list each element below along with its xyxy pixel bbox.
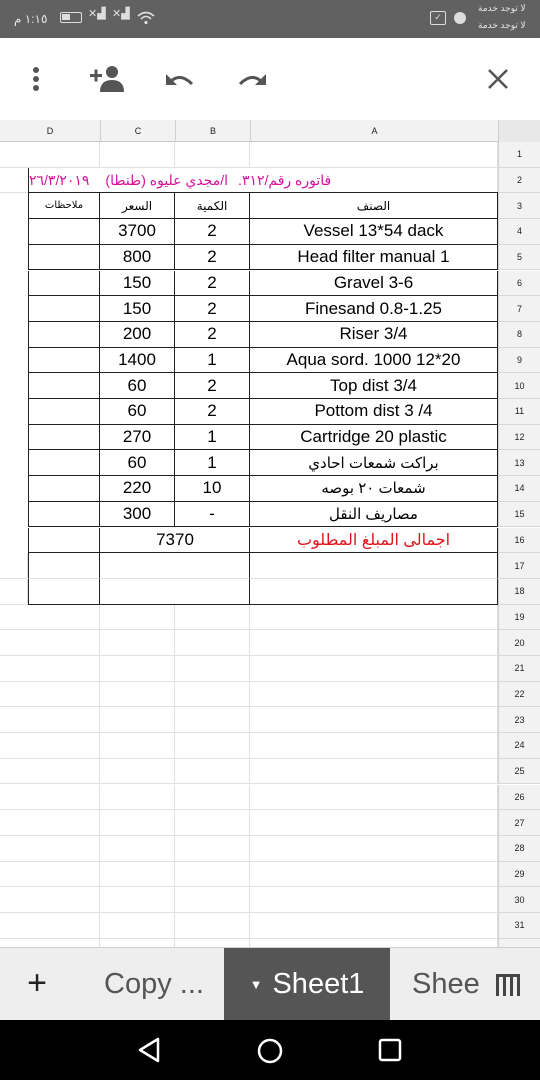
row-header[interactable]: 1: [498, 142, 540, 168]
cell[interactable]: [0, 682, 100, 708]
price-cell[interactable]: 60: [100, 373, 175, 399]
cell[interactable]: [100, 887, 175, 913]
close-button[interactable]: [474, 38, 522, 120]
sheet-row: [0, 425, 540, 451]
cell[interactable]: [100, 553, 175, 579]
sheet-list-icon: [496, 974, 520, 996]
price-cell[interactable]: 150: [100, 296, 175, 322]
price-cell[interactable]: 1400: [100, 348, 175, 374]
item-cell[interactable]: Pottom dist 3 /4: [250, 399, 498, 425]
cell[interactable]: [175, 887, 250, 913]
cell[interactable]: [250, 759, 498, 785]
cell[interactable]: [0, 733, 100, 759]
row-header[interactable]: 7: [498, 296, 540, 322]
header-qty[interactable]: الكمية: [175, 193, 250, 219]
sheet-row: [0, 373, 540, 399]
sheet-row: [0, 271, 540, 297]
cell[interactable]: [0, 707, 100, 733]
price-cell[interactable]: 3700: [100, 219, 175, 245]
battery-icon: [60, 12, 82, 23]
cell[interactable]: [28, 245, 100, 271]
more-button[interactable]: [12, 38, 60, 120]
share-button[interactable]: [84, 38, 132, 120]
row-header[interactable]: 11: [498, 399, 540, 425]
carrier-label-1: لا توجد خدمة: [478, 3, 526, 13]
invoice-title[interactable]: [28, 168, 498, 194]
back-icon[interactable]: [136, 1036, 162, 1064]
cell[interactable]: [100, 656, 175, 682]
item-cell[interactable]: Aqua sord. 1000 12*20: [250, 348, 498, 374]
cell[interactable]: [250, 785, 498, 811]
cell[interactable]: [250, 656, 498, 682]
sheet-row: [0, 142, 540, 168]
sheet-row: [0, 810, 540, 836]
cell[interactable]: [175, 862, 250, 888]
sheet-row: [0, 605, 540, 631]
wifi-icon: [136, 10, 156, 26]
row-header[interactable]: 4: [498, 219, 540, 245]
cell[interactable]: [250, 810, 498, 836]
cell[interactable]: [0, 605, 100, 631]
row-header[interactable]: 12: [498, 425, 540, 451]
total-value[interactable]: 7370: [156, 530, 194, 550]
redo-icon: [236, 68, 268, 90]
cell[interactable]: [100, 836, 175, 862]
close-icon: [487, 68, 509, 90]
row-header[interactable]: 27: [498, 810, 540, 836]
corner-cell[interactable]: [498, 120, 540, 142]
sheet-row: [0, 630, 540, 656]
qty-cell[interactable]: 10: [175, 476, 250, 502]
item-cell[interactable]: Finesand 0.8-1.25: [250, 296, 498, 322]
cell[interactable]: [100, 682, 175, 708]
sheet-row: [0, 322, 540, 348]
cell[interactable]: [28, 348, 100, 374]
person-icon: [454, 12, 466, 24]
sheet-row: [0, 785, 540, 811]
row-header[interactable]: 6: [498, 271, 540, 297]
cell[interactable]: [28, 399, 100, 425]
cell[interactable]: [28, 450, 100, 476]
cell[interactable]: [28, 579, 100, 605]
cell[interactable]: [175, 759, 250, 785]
cell[interactable]: [250, 836, 498, 862]
qty-cell[interactable]: 2: [175, 296, 250, 322]
row-header[interactable]: 3: [498, 193, 540, 219]
row-header[interactable]: 2: [498, 168, 540, 194]
row-header[interactable]: 31: [498, 913, 540, 939]
sheet-row: [0, 656, 540, 682]
item-cell[interactable]: Vessel 13*54 dack: [250, 219, 498, 245]
cell[interactable]: [0, 656, 100, 682]
sheet-row: [0, 502, 540, 528]
signal-icon-1: ✕▟: [88, 8, 106, 20]
cell[interactable]: [250, 142, 498, 168]
sheet-row: [0, 450, 540, 476]
undo-button[interactable]: [156, 38, 204, 120]
add-person-icon: [90, 64, 126, 94]
row-header[interactable]: 15: [498, 502, 540, 528]
sheet-row: [0, 862, 540, 888]
cell[interactable]: [0, 630, 100, 656]
sheet-tab-sheet1-label: Sheet1: [272, 968, 365, 1000]
cell[interactable]: [0, 579, 28, 605]
sheet-row: [0, 707, 540, 733]
cell[interactable]: [100, 733, 175, 759]
row-header[interactable]: 16: [498, 528, 540, 554]
cell[interactable]: [175, 605, 250, 631]
cell[interactable]: [0, 862, 100, 888]
cell[interactable]: [250, 707, 498, 733]
cell[interactable]: [175, 836, 250, 862]
cell[interactable]: [0, 913, 100, 939]
spreadsheet-grid[interactable]: [0, 142, 540, 947]
column-header-a[interactable]: A: [250, 120, 498, 142]
price-cell[interactable]: 300: [100, 502, 175, 528]
row-header[interactable]: 20: [498, 630, 540, 656]
cell[interactable]: [28, 271, 100, 297]
qty-cell[interactable]: -: [175, 502, 250, 528]
item-cell[interactable]: شمعات ٢٠ بوصه: [250, 476, 498, 502]
total-label[interactable]: اجمالى المبلغ المطلوب: [250, 528, 498, 554]
item-cell[interactable]: Riser 3/4: [250, 322, 498, 348]
row-header[interactable]: 17: [498, 553, 540, 579]
header-item[interactable]: الصنف: [250, 193, 498, 219]
cell[interactable]: [250, 862, 498, 888]
row-header[interactable]: 22: [498, 682, 540, 708]
cell[interactable]: [250, 682, 498, 708]
cell[interactable]: [0, 759, 100, 785]
item-cell[interactable]: Gravel 3-6: [250, 271, 498, 297]
cell[interactable]: [28, 322, 100, 348]
cell[interactable]: [28, 476, 100, 502]
cell[interactable]: [100, 707, 175, 733]
redo-button[interactable]: [228, 38, 276, 120]
cell[interactable]: [100, 605, 175, 631]
sheet-tab-sheet1[interactable]: [224, 948, 390, 1021]
cell[interactable]: [250, 630, 498, 656]
navigation-bar: [0, 1020, 540, 1080]
sheet-row: [0, 682, 540, 708]
cell[interactable]: [28, 219, 100, 245]
sheet-row: [0, 836, 540, 862]
home-icon[interactable]: [256, 1037, 284, 1065]
row-header[interactable]: 23: [498, 707, 540, 733]
recents-icon[interactable]: [378, 1038, 402, 1062]
cell[interactable]: [175, 707, 250, 733]
qty-cell[interactable]: 2: [175, 219, 250, 245]
price-cell[interactable]: 270: [100, 425, 175, 451]
cell[interactable]: [175, 810, 250, 836]
sheet-row: [0, 759, 540, 785]
notification-check-icon: ✓: [430, 11, 446, 25]
cell[interactable]: [250, 579, 498, 605]
cell[interactable]: [100, 579, 175, 605]
item-cell[interactable]: براكت شمعات احادي: [250, 450, 498, 476]
sheet-tab-bar: [0, 947, 540, 1020]
cell[interactable]: [0, 836, 100, 862]
qty-cell[interactable]: 2: [175, 271, 250, 297]
row-header[interactable]: 13: [498, 450, 540, 476]
price-cell[interactable]: 150: [100, 271, 175, 297]
cell[interactable]: [175, 579, 250, 605]
invoice-date: ٢٦/٣/٢٠١٩: [29, 171, 90, 188]
item-cell[interactable]: Top dist 3/4: [250, 373, 498, 399]
cell[interactable]: [28, 373, 100, 399]
sheet-row: [0, 168, 540, 194]
signal-icon-2: ✕▟: [112, 8, 130, 20]
customer-name: ا/مجدي عليوه (طنطا): [105, 171, 229, 188]
qty-cell[interactable]: 1: [175, 425, 250, 451]
cell[interactable]: [0, 887, 100, 913]
sheet-row: [0, 887, 540, 913]
price-cell[interactable]: 60: [100, 450, 175, 476]
row-header[interactable]: 5: [498, 245, 540, 271]
price-cell[interactable]: 60: [100, 399, 175, 425]
cell[interactable]: [175, 630, 250, 656]
sheet-row: [0, 348, 540, 374]
sheet-row: [0, 296, 540, 322]
row-header[interactable]: 8: [498, 322, 540, 348]
cell[interactable]: [100, 862, 175, 888]
sheet-tab-next[interactable]: [390, 948, 480, 1021]
cell[interactable]: [28, 553, 100, 579]
cell[interactable]: [28, 502, 100, 528]
cell[interactable]: [100, 913, 175, 939]
sheet-row: [0, 579, 540, 605]
cell[interactable]: [28, 296, 100, 322]
invoice-number: فاتوره رقم/٣١٢.: [238, 171, 332, 188]
row-header[interactable]: 18: [498, 579, 540, 605]
price-cell[interactable]: 220: [100, 476, 175, 502]
sheet-row: [0, 245, 540, 271]
row-header[interactable]: 29: [498, 862, 540, 888]
cell[interactable]: [175, 656, 250, 682]
qty-cell[interactable]: 2: [175, 373, 250, 399]
sheet-list-button[interactable]: [480, 948, 536, 1021]
status-time: ١:١٥ م: [14, 12, 48, 26]
cell[interactable]: [0, 810, 100, 836]
cell[interactable]: [100, 785, 175, 811]
item-cell[interactable]: Cartridge 20 plastic: [250, 425, 498, 451]
price-cell[interactable]: 200: [100, 322, 175, 348]
column-header-c[interactable]: C: [100, 120, 175, 142]
cell[interactable]: [175, 785, 250, 811]
cell[interactable]: [250, 887, 498, 913]
row-header[interactable]: 24: [498, 733, 540, 759]
more-vert-icon: [32, 66, 40, 92]
cell[interactable]: [250, 733, 498, 759]
sheet-row: [0, 399, 540, 425]
row-header[interactable]: 28: [498, 836, 540, 862]
header-notes[interactable]: ملاحظات: [28, 193, 100, 219]
sheet-row: [0, 193, 540, 219]
item-cell[interactable]: مصاريف النقل: [250, 502, 498, 528]
sheet-row: [0, 476, 540, 502]
sheet-row: [0, 913, 540, 939]
carrier-label-2: لا توجد خدمة: [478, 20, 526, 30]
cell[interactable]: [28, 425, 100, 451]
qty-cell[interactable]: 2: [175, 399, 250, 425]
sheet-row: [0, 219, 540, 245]
cell[interactable]: [100, 759, 175, 785]
toolbar: [0, 38, 540, 120]
sheet-tab-copy-label: Copy ...: [104, 968, 204, 1000]
status-bar: [0, 0, 540, 38]
column-headers: [0, 120, 540, 142]
cell[interactable]: [250, 553, 498, 579]
qty-cell[interactable]: 2: [175, 245, 250, 271]
qty-cell[interactable]: 1: [175, 348, 250, 374]
sheet-row: [0, 553, 540, 579]
cell[interactable]: [100, 630, 175, 656]
sheet-row: [0, 528, 540, 554]
row-header[interactable]: 21: [498, 656, 540, 682]
cell[interactable]: [100, 142, 175, 168]
cell[interactable]: [28, 528, 100, 554]
row-header[interactable]: 26: [498, 785, 540, 811]
cell[interactable]: [0, 785, 100, 811]
cell[interactable]: [250, 913, 498, 939]
dropdown-arrow-icon: ▼: [249, 977, 263, 992]
row-header[interactable]: 14: [498, 476, 540, 502]
row-header[interactable]: 10: [498, 373, 540, 399]
cell[interactable]: [175, 682, 250, 708]
cell[interactable]: [175, 913, 250, 939]
row-header[interactable]: 19: [498, 605, 540, 631]
sheet-tab-copy[interactable]: [84, 948, 224, 1021]
cell[interactable]: [0, 142, 100, 168]
cell[interactable]: [175, 142, 250, 168]
add-sheet-button[interactable]: +: [27, 964, 47, 1002]
cell[interactable]: [175, 553, 250, 579]
cell[interactable]: [0, 553, 28, 579]
item-cell[interactable]: Head filter manual 1: [250, 245, 498, 271]
sheet-row: [0, 733, 540, 759]
qty-cell[interactable]: 1: [175, 450, 250, 476]
row-header[interactable]: 9: [498, 348, 540, 374]
cell[interactable]: [100, 810, 175, 836]
row-header[interactable]: 25: [498, 759, 540, 785]
sheet-tab-next-label: Shee: [412, 968, 480, 1000]
cell[interactable]: [250, 605, 498, 631]
column-header-d[interactable]: D: [46, 126, 54, 136]
cell[interactable]: [175, 733, 250, 759]
qty-cell[interactable]: 2: [175, 322, 250, 348]
column-header-b[interactable]: B: [175, 120, 250, 142]
price-cell[interactable]: 800: [100, 245, 175, 271]
header-price[interactable]: السعر: [100, 193, 175, 219]
row-header[interactable]: 30: [498, 887, 540, 913]
undo-icon: [164, 68, 196, 90]
